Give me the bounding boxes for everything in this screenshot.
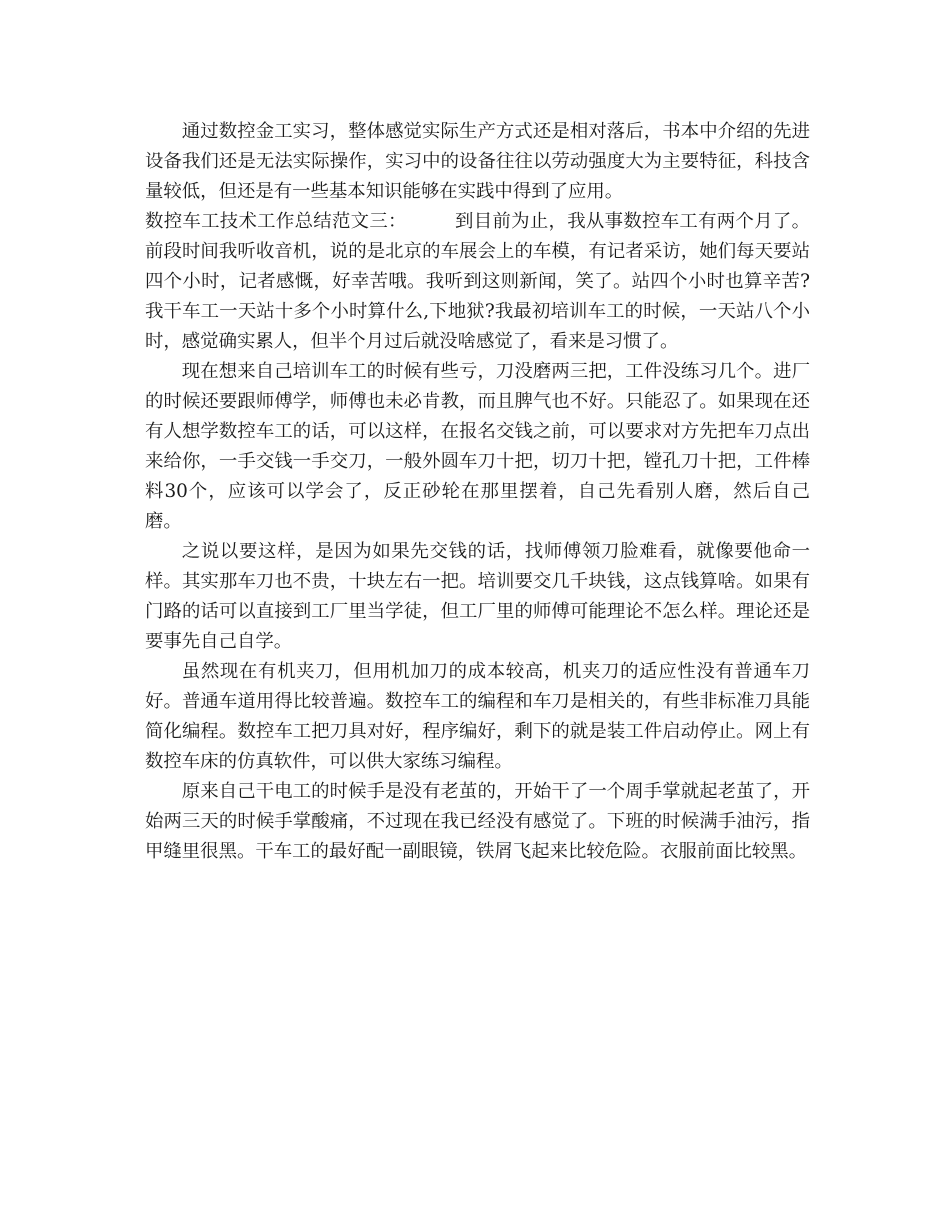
section-heading: 数控车工技术工作总结范文三： (145, 211, 407, 232)
paragraph-2-text: 到目前为止，我从事数控车工有两个月了。前段时间我听收音机，说的是北京的车展会上的车模，有记者采访，她们每天要站四个小时，记者感慨，好幸苦哦。我听到这则新闻，笑了。站四个小时也算辛苦?我干车工一天站十多个小时算什么,下地狱?我最初培训车工的时候，一天站八个小时，感觉确实累人，但半个月过后就没啥感觉了，看来是习惯了。 (145, 211, 810, 352)
paragraph-4: 之说以要这样，是因为如果先交钱的话，找师傅领刀脸难看，就像要他命一样。其实那车刀也不贵，十块左右一把。培训要交几千块钱，这点钱算啥。如果有门路的话可以直接到工厂里当学徒，但工厂里的师傅可能理论不怎么样。理论还是要事先自己自学。 (145, 541, 810, 652)
paragraph-6: 原来自己干电工的时候手是没有老茧的，开始干了一个周手掌就起老茧了，开始两三天的时候手掌酸痛，不过现在我已经没有感觉了。下班的时候满手油污，指甲缝里很黑。干车工的最好配一副眼镜，铁屑飞起来比较危险。衣服前面比较黑。 (145, 781, 810, 862)
document-page (145, 117, 810, 867)
paragraph-2 (145, 207, 810, 357)
paragraph-1: 通过数控金工实习，整体感觉实际生产方式还是相对落后，书本中介绍的先进设备我们还是无法实际操作，实习中的设备往往以劳动强度大为主要特征，科技含量较低，但还是有一些基本知识能够在实践中得到了应用。 (145, 121, 810, 202)
paragraph-5: 虽然现在有机夹刀，但用机加刀的成本较高，机夹刀的适应性没有普通车刀好。普通车道用得比较普遍。数控车工的编程和车刀是相关的，有些非标准刀具能简化编程。数控车工把刀具对好，程序编好，剩下的就是装工件启动停止。网上有数控车床的仿真软件，可以供大家练习编程。 (145, 661, 810, 772)
paragraph-3: 现在想来自己培训车工的时候有些亏，刀没磨两三把，工件没练习几个。进厂的时候还要跟师傅学，师傅也未必肯教，而且脾气也不好。只能忍了。如果现在还有人想学数控车工的话，可以这样，在报名交钱之前，可以要求对方先把车刀点出来给你，一手交钱一手交刀，一般外圆车刀十把，切刀十把，镗孔刀十把，工件棒料30个，应该可以学会了，反正砂轮在那里摆着，自己先看别人磨，然后自己磨。 (145, 361, 810, 532)
